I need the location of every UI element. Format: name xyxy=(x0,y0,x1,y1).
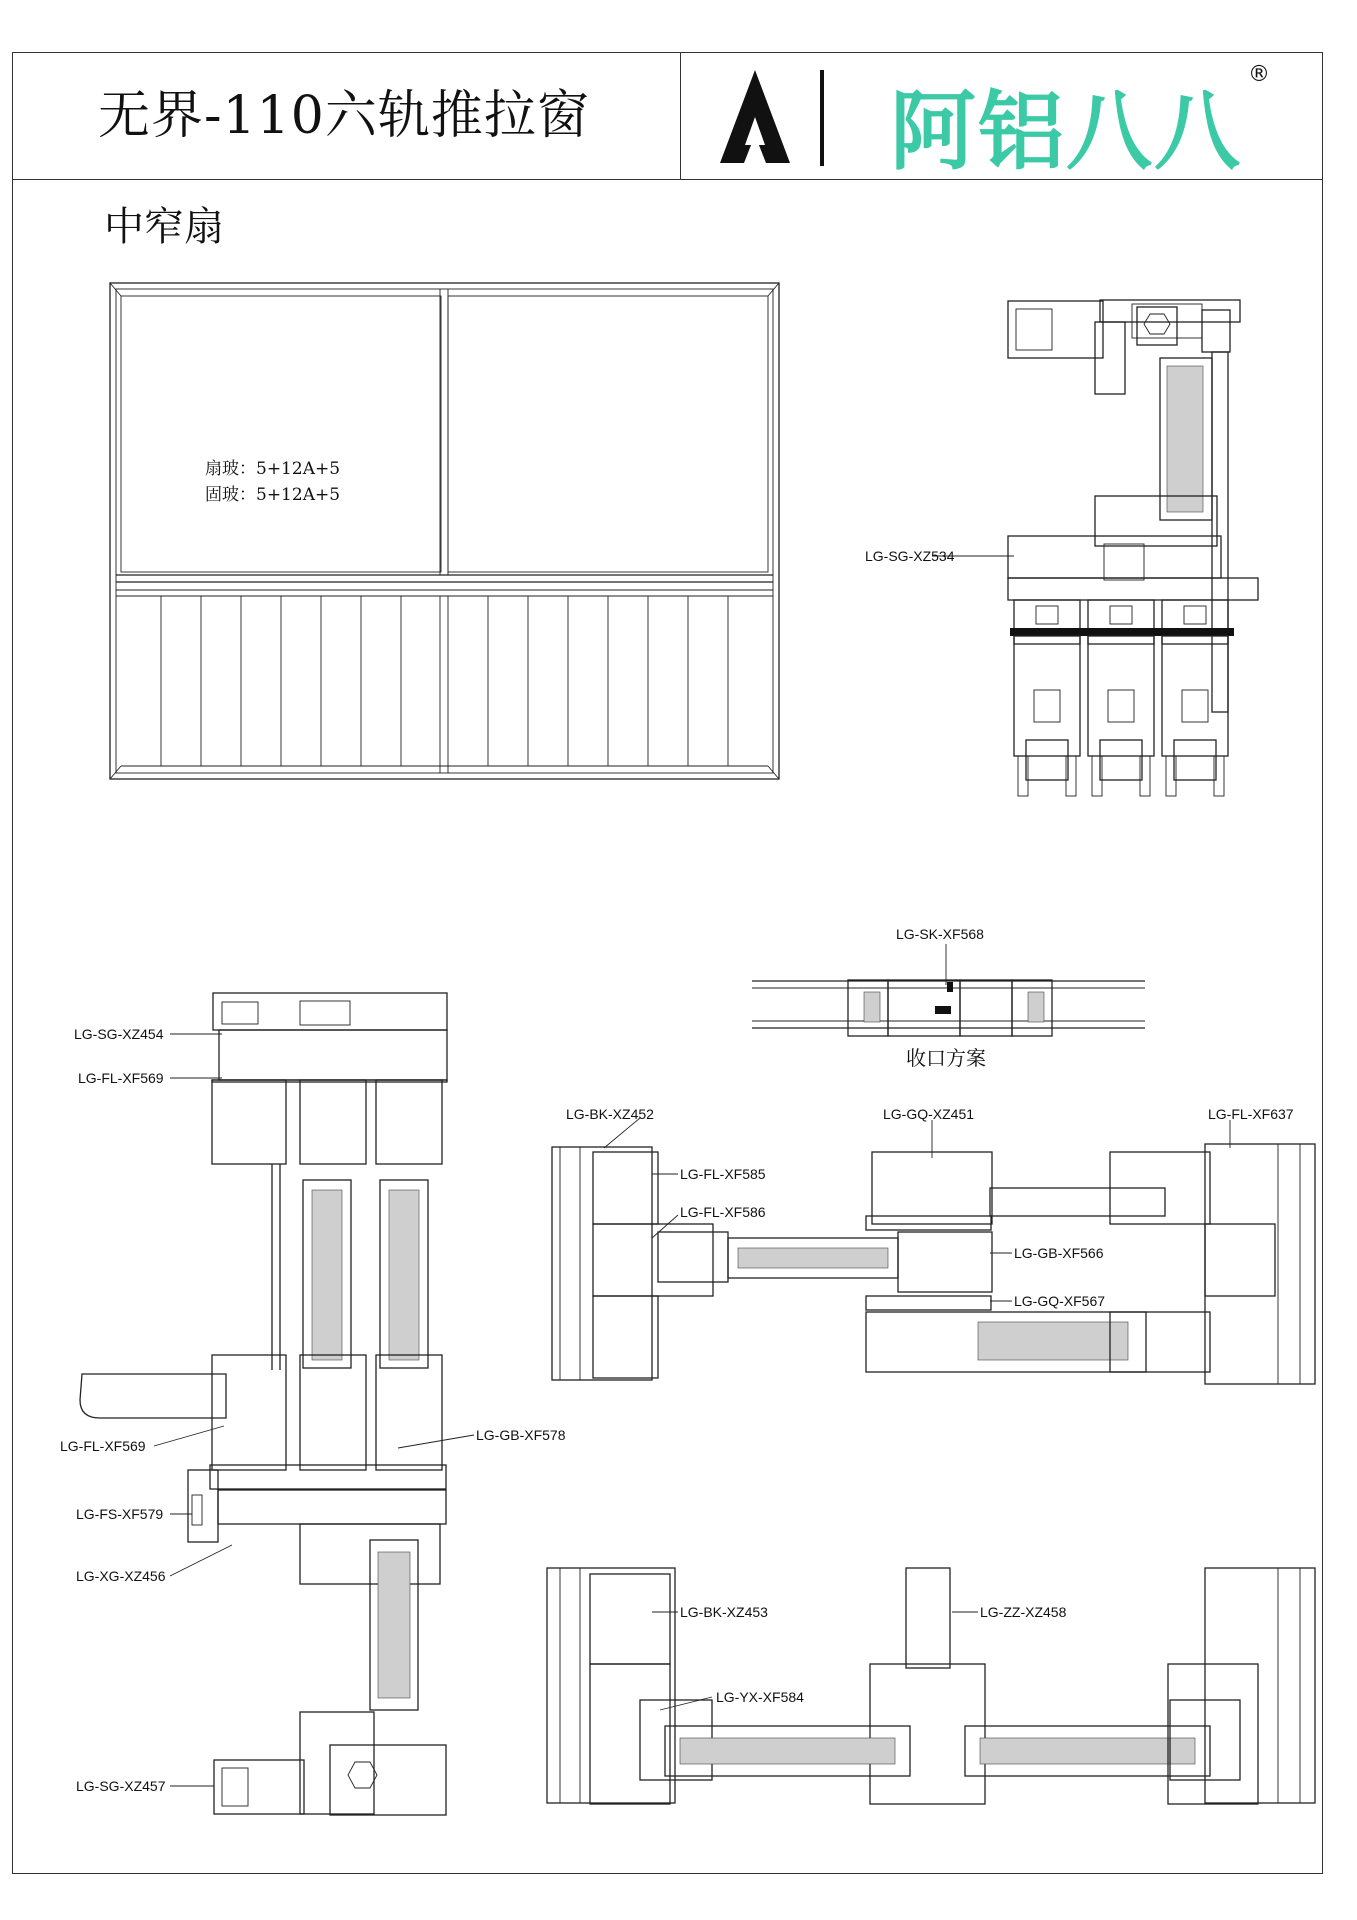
glass-note-sash: 扇玻：5+12A+5 xyxy=(205,459,341,479)
callout-label: LG-GB-XF566 xyxy=(1014,1245,1104,1261)
callout-label: LG-ZZ-XZ458 xyxy=(980,1604,1067,1620)
callout-label: LG-FL-XF586 xyxy=(680,1204,766,1220)
callout-label: LG-FL-XF569 xyxy=(78,1070,164,1086)
callout-label: LG-YX-XF584 xyxy=(716,1689,804,1705)
section-horizontal xyxy=(552,1144,1315,1384)
section-top-right xyxy=(1008,300,1258,796)
section-bottom-horizontal xyxy=(547,1568,1315,1804)
callout-label: LG-FL-XF637 xyxy=(1208,1106,1294,1122)
callout-label: LG-SG-XZ457 xyxy=(76,1778,166,1794)
callout-label: LG-FS-XF579 xyxy=(76,1506,164,1522)
callout-label: LG-FL-XF569 xyxy=(60,1438,146,1454)
callout-label: LG-XG-XZ456 xyxy=(76,1568,166,1584)
registered-mark: ® xyxy=(1248,62,1270,87)
callout-label: LG-GB-XF578 xyxy=(476,1427,566,1443)
section-closing xyxy=(752,980,1145,1036)
drawing-title: 无界-110六轨推拉窗 xyxy=(98,86,590,146)
callout-label: LG-SG-XZ454 xyxy=(74,1026,164,1042)
callout-label: LG-FL-XF585 xyxy=(680,1166,766,1182)
callout-label: LG-GQ-XZ451 xyxy=(883,1106,975,1122)
callout-label: LG-SK-XF568 xyxy=(896,926,984,942)
brand-logo-icon xyxy=(720,70,822,166)
section-bottom-left xyxy=(80,993,447,1815)
glass-note-fixed: 固玻：5+12A+5 xyxy=(205,485,341,505)
callout-label: LG-SG-XZ534 xyxy=(865,548,955,564)
callout-label: LG-GQ-XF567 xyxy=(1014,1293,1106,1309)
closing-caption: 收口方案 xyxy=(906,1046,986,1070)
callout-label: LG-BK-XZ453 xyxy=(680,1604,768,1620)
window-elevation xyxy=(110,283,779,779)
drawing-subtitle: 中窄扇 xyxy=(104,204,224,250)
brand-name: 阿铝八八 xyxy=(890,82,1242,182)
callout-label: LG-BK-XZ452 xyxy=(566,1106,654,1122)
